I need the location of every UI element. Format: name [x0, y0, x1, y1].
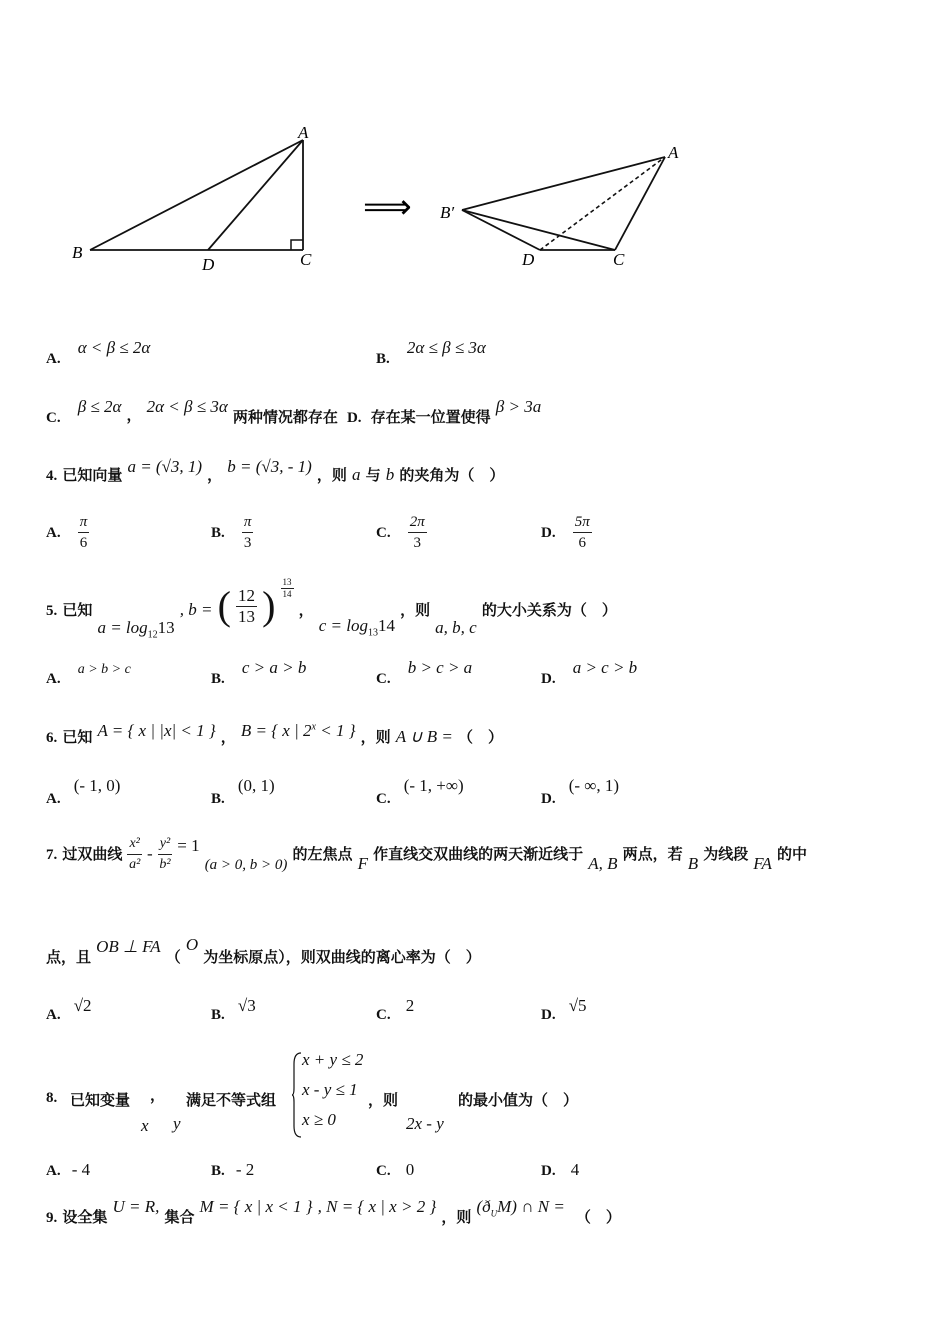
question-text: 作直线交双曲线的两天渐近线于	[373, 845, 584, 863]
question-number: 7.	[46, 847, 58, 863]
option-expr: - 4	[71, 1160, 91, 1179]
segment-FA: FA	[753, 854, 772, 873]
option-expr: 2α ≤ β ≤ 3α	[406, 338, 486, 357]
option-expr: (- 1, +∞)	[403, 776, 464, 795]
option-label: D.	[541, 791, 556, 807]
universal-set: U = R,	[112, 1197, 160, 1216]
q8-option-c	[376, 1160, 414, 1180]
q8-number: 8.	[46, 1090, 58, 1106]
option-label: B.	[211, 1007, 225, 1023]
option-label: C.	[376, 791, 391, 807]
label-B-right: B′	[440, 203, 455, 222]
segment-B'A	[462, 157, 665, 210]
q8-option-d	[541, 1160, 579, 1180]
option-label: C.	[376, 525, 391, 541]
var-a: a	[352, 465, 361, 484]
var-b: b	[385, 465, 395, 484]
set-N: , N = { x | x > 2 }	[317, 1197, 437, 1216]
q9-stem	[46, 1196, 621, 1226]
segment-B'C	[462, 210, 615, 250]
question-text: 为线段	[703, 845, 749, 863]
question-text: ，则	[400, 601, 431, 619]
label-C-left: C	[300, 250, 312, 269]
segment-DA-dashed	[540, 157, 665, 250]
option-label: B.	[211, 525, 225, 541]
q6-option-a	[46, 776, 121, 807]
q7-stem-line1	[46, 834, 807, 875]
point-F: F	[357, 854, 369, 873]
q7-option-c	[376, 996, 415, 1023]
equals-one: = 1	[177, 836, 200, 855]
segment-CA	[615, 157, 665, 250]
question-text: ，	[207, 466, 223, 484]
question-text: 为坐标原点），则双曲线的离心率为（ ）	[203, 948, 481, 966]
option-expr: 4	[570, 1160, 580, 1179]
question-text: ，则	[360, 728, 391, 746]
q6-option-c	[376, 776, 464, 807]
q6-option-d	[541, 776, 620, 807]
option-expr: 2	[405, 996, 415, 1015]
option-fraction: $\frac{5\pi}{6}$	[574, 514, 590, 551]
q3-option-b	[376, 338, 486, 367]
option-label: A.	[46, 671, 61, 687]
var-y: y	[173, 1114, 181, 1133]
option-label: D.	[541, 1007, 556, 1023]
expr-b-paren: (	[217, 583, 231, 628]
q7-option-b	[211, 996, 256, 1023]
expr-c: $c = \log_{13}14$	[318, 616, 395, 639]
q7-option-d	[541, 996, 587, 1023]
q6-stem	[46, 720, 503, 746]
question-text: ，则	[316, 466, 347, 484]
q3-option-c-d	[46, 396, 542, 426]
option-label: C.	[376, 1007, 391, 1023]
expr-b: , b =	[179, 600, 213, 619]
q5-option-c	[376, 658, 473, 687]
question-text: 已知向量	[62, 466, 123, 484]
origin-O: O	[185, 935, 199, 954]
expr-b-fraction: $\frac{12}{13}$	[238, 586, 255, 626]
set-M: M = { x | x < 1 }	[199, 1197, 313, 1216]
segment-AB	[90, 140, 303, 250]
label-D-left: D	[202, 255, 215, 274]
option-expr: (- ∞, 1)	[568, 776, 620, 795]
set-A: A = { x | |x| < 1 }	[97, 721, 216, 740]
complement-expr: $(ð_UM)$ ∩ N =	[476, 1197, 565, 1219]
q8-text-post2: 的最小值为（ ）	[458, 1091, 579, 1109]
question-number: 5.	[46, 603, 58, 619]
vector-b: b = (√3, - 1)	[227, 457, 312, 476]
question-text: 的左焦点	[292, 845, 353, 863]
inequality-3: x ≥ 0	[302, 1110, 336, 1129]
option-label: A.	[46, 351, 61, 367]
option-label: C.	[46, 410, 61, 426]
option-label: A.	[46, 791, 61, 807]
option-expr: √2	[73, 996, 92, 1015]
hyperbola-y-term: $\frac{\text{y²}}{\text{b²}}$	[159, 836, 171, 872]
q4-option-c	[376, 512, 427, 553]
expr-a: $a = \log_{12}13$	[97, 618, 175, 641]
label-B-left: B	[72, 243, 83, 262]
inequality-2: x - y ≤ 1	[302, 1080, 358, 1099]
option-expr: (- 1, 0)	[73, 776, 121, 795]
question-number: 4.	[46, 468, 58, 484]
q8-text-pre: 已知变量	[70, 1091, 131, 1109]
q5-option-a	[46, 658, 131, 687]
question-text: 集合	[164, 1208, 195, 1226]
implies-arrow: ⟹	[363, 189, 412, 226]
question-text: 设全集	[62, 1208, 108, 1226]
option-expr: √5	[568, 996, 587, 1015]
separator: ，	[126, 406, 142, 424]
label-A-left: A	[298, 123, 309, 142]
option-expr: b > c > a	[407, 658, 473, 677]
expr-b-paren: )	[262, 583, 276, 628]
question-text: （ ）	[575, 1208, 621, 1226]
option-expr: (0, 1)	[237, 776, 275, 795]
q4-option-a	[46, 512, 89, 553]
label-C-right: C	[613, 250, 625, 269]
question-text: 与	[365, 466, 381, 484]
inequality-1: x + y ≤ 2	[302, 1050, 364, 1069]
option-expr: a > b > c	[77, 662, 131, 677]
option-expr: √3	[237, 996, 256, 1015]
option-label: D.	[346, 410, 362, 426]
question-text: 点，且	[46, 948, 92, 966]
q6-option-b	[211, 776, 275, 807]
q8-text-post1: ，则	[368, 1091, 399, 1109]
option-label: A.	[46, 1007, 61, 1023]
option-label: B.	[211, 671, 225, 687]
q5-stem	[46, 574, 617, 641]
var-x: x	[141, 1116, 149, 1135]
set-B: B = { x | $2^x < 1$ }	[240, 721, 356, 740]
q4-stem	[46, 456, 505, 484]
option-label: D.	[541, 525, 556, 541]
option-label: B.	[211, 1163, 225, 1179]
q8-text-mid: 满足不等式组	[186, 1091, 277, 1109]
question-text: 过双曲线	[62, 845, 123, 863]
question-text: ，则	[441, 1208, 472, 1226]
option-label: C.	[376, 671, 391, 687]
q3-option-a	[46, 338, 151, 367]
label-A-right: A	[668, 143, 679, 162]
label-D-right: D	[522, 250, 535, 269]
points-AB: A, B	[588, 854, 618, 873]
question-text: 的大小关系为（ ）	[481, 601, 617, 619]
q5-option-d	[541, 658, 638, 687]
option-text: 两种情况都存在	[232, 408, 338, 426]
objective-expr: 2x - y	[406, 1114, 444, 1133]
question-text: ，	[220, 728, 236, 746]
question-number: 9.	[46, 1210, 58, 1226]
question-text: （	[165, 948, 181, 966]
option-expr: a > c > b	[572, 658, 638, 677]
option-label: B.	[376, 351, 390, 367]
perp-expr: OB ⊥ FA	[96, 937, 161, 956]
q8-option-b	[211, 1160, 254, 1180]
option-expr: c > a > b	[241, 658, 307, 677]
option-label: B.	[211, 791, 225, 807]
right-angle-mark	[291, 240, 303, 250]
q8-option-a	[46, 1160, 90, 1180]
minus-sign: -	[146, 844, 153, 863]
question-text: 已知	[62, 728, 93, 746]
option-label: A.	[46, 525, 61, 541]
q4-option-b	[211, 512, 253, 553]
option-fraction: $\frac{2\pi}{3}$	[409, 514, 425, 551]
option-expr: - 2	[235, 1160, 255, 1179]
q4-option-d	[541, 512, 592, 553]
segment-AD	[208, 140, 303, 250]
q7-option-a	[46, 996, 92, 1023]
geometry-figure	[60, 120, 720, 280]
hyperbola-x-term: $\frac{\text{x²}}{\text{a²}}$	[129, 836, 141, 872]
question-text: 的中	[776, 845, 807, 863]
question-text: ，	[298, 601, 314, 619]
q5-option-b	[211, 658, 307, 687]
option-label: A.	[46, 1163, 61, 1179]
q8-comma: ，	[150, 1086, 166, 1104]
condition: (a > 0, b > 0)	[204, 857, 288, 873]
option-label: D.	[541, 1163, 556, 1179]
expr-vars: a, b, c	[435, 618, 477, 637]
vector-a: a = (√3, 1)	[127, 457, 203, 476]
option-label: D.	[541, 671, 556, 687]
option-expr: α < β ≤ 2α	[77, 338, 151, 357]
expr-b-exponent: $\frac{13}{14}$	[282, 577, 292, 599]
option-label: C.	[376, 1163, 391, 1179]
question-text: 已知	[62, 601, 93, 619]
option-expr: 2α < β ≤ 3α	[146, 397, 228, 416]
segment-B'D	[462, 210, 540, 250]
option-expr: β > 3a	[495, 397, 542, 416]
option-expr: β ≤ 2α	[77, 397, 122, 416]
question-text: 两点，若	[622, 845, 683, 863]
point-B: B	[687, 854, 699, 873]
option-fraction: $\frac{\pi}{3}$	[243, 514, 252, 551]
option-expr: 0	[405, 1160, 415, 1179]
q7-stem-line2	[46, 935, 481, 966]
question-text: （ ）	[457, 728, 503, 746]
option-text: 存在某一位置使得	[370, 408, 491, 426]
option-fraction: $\frac{\pi}{6}$	[79, 514, 88, 551]
expr-union: A ∪ B =	[395, 727, 453, 746]
question-number: 6.	[46, 730, 58, 746]
question-text: 的夹角为（ ）	[399, 466, 505, 484]
